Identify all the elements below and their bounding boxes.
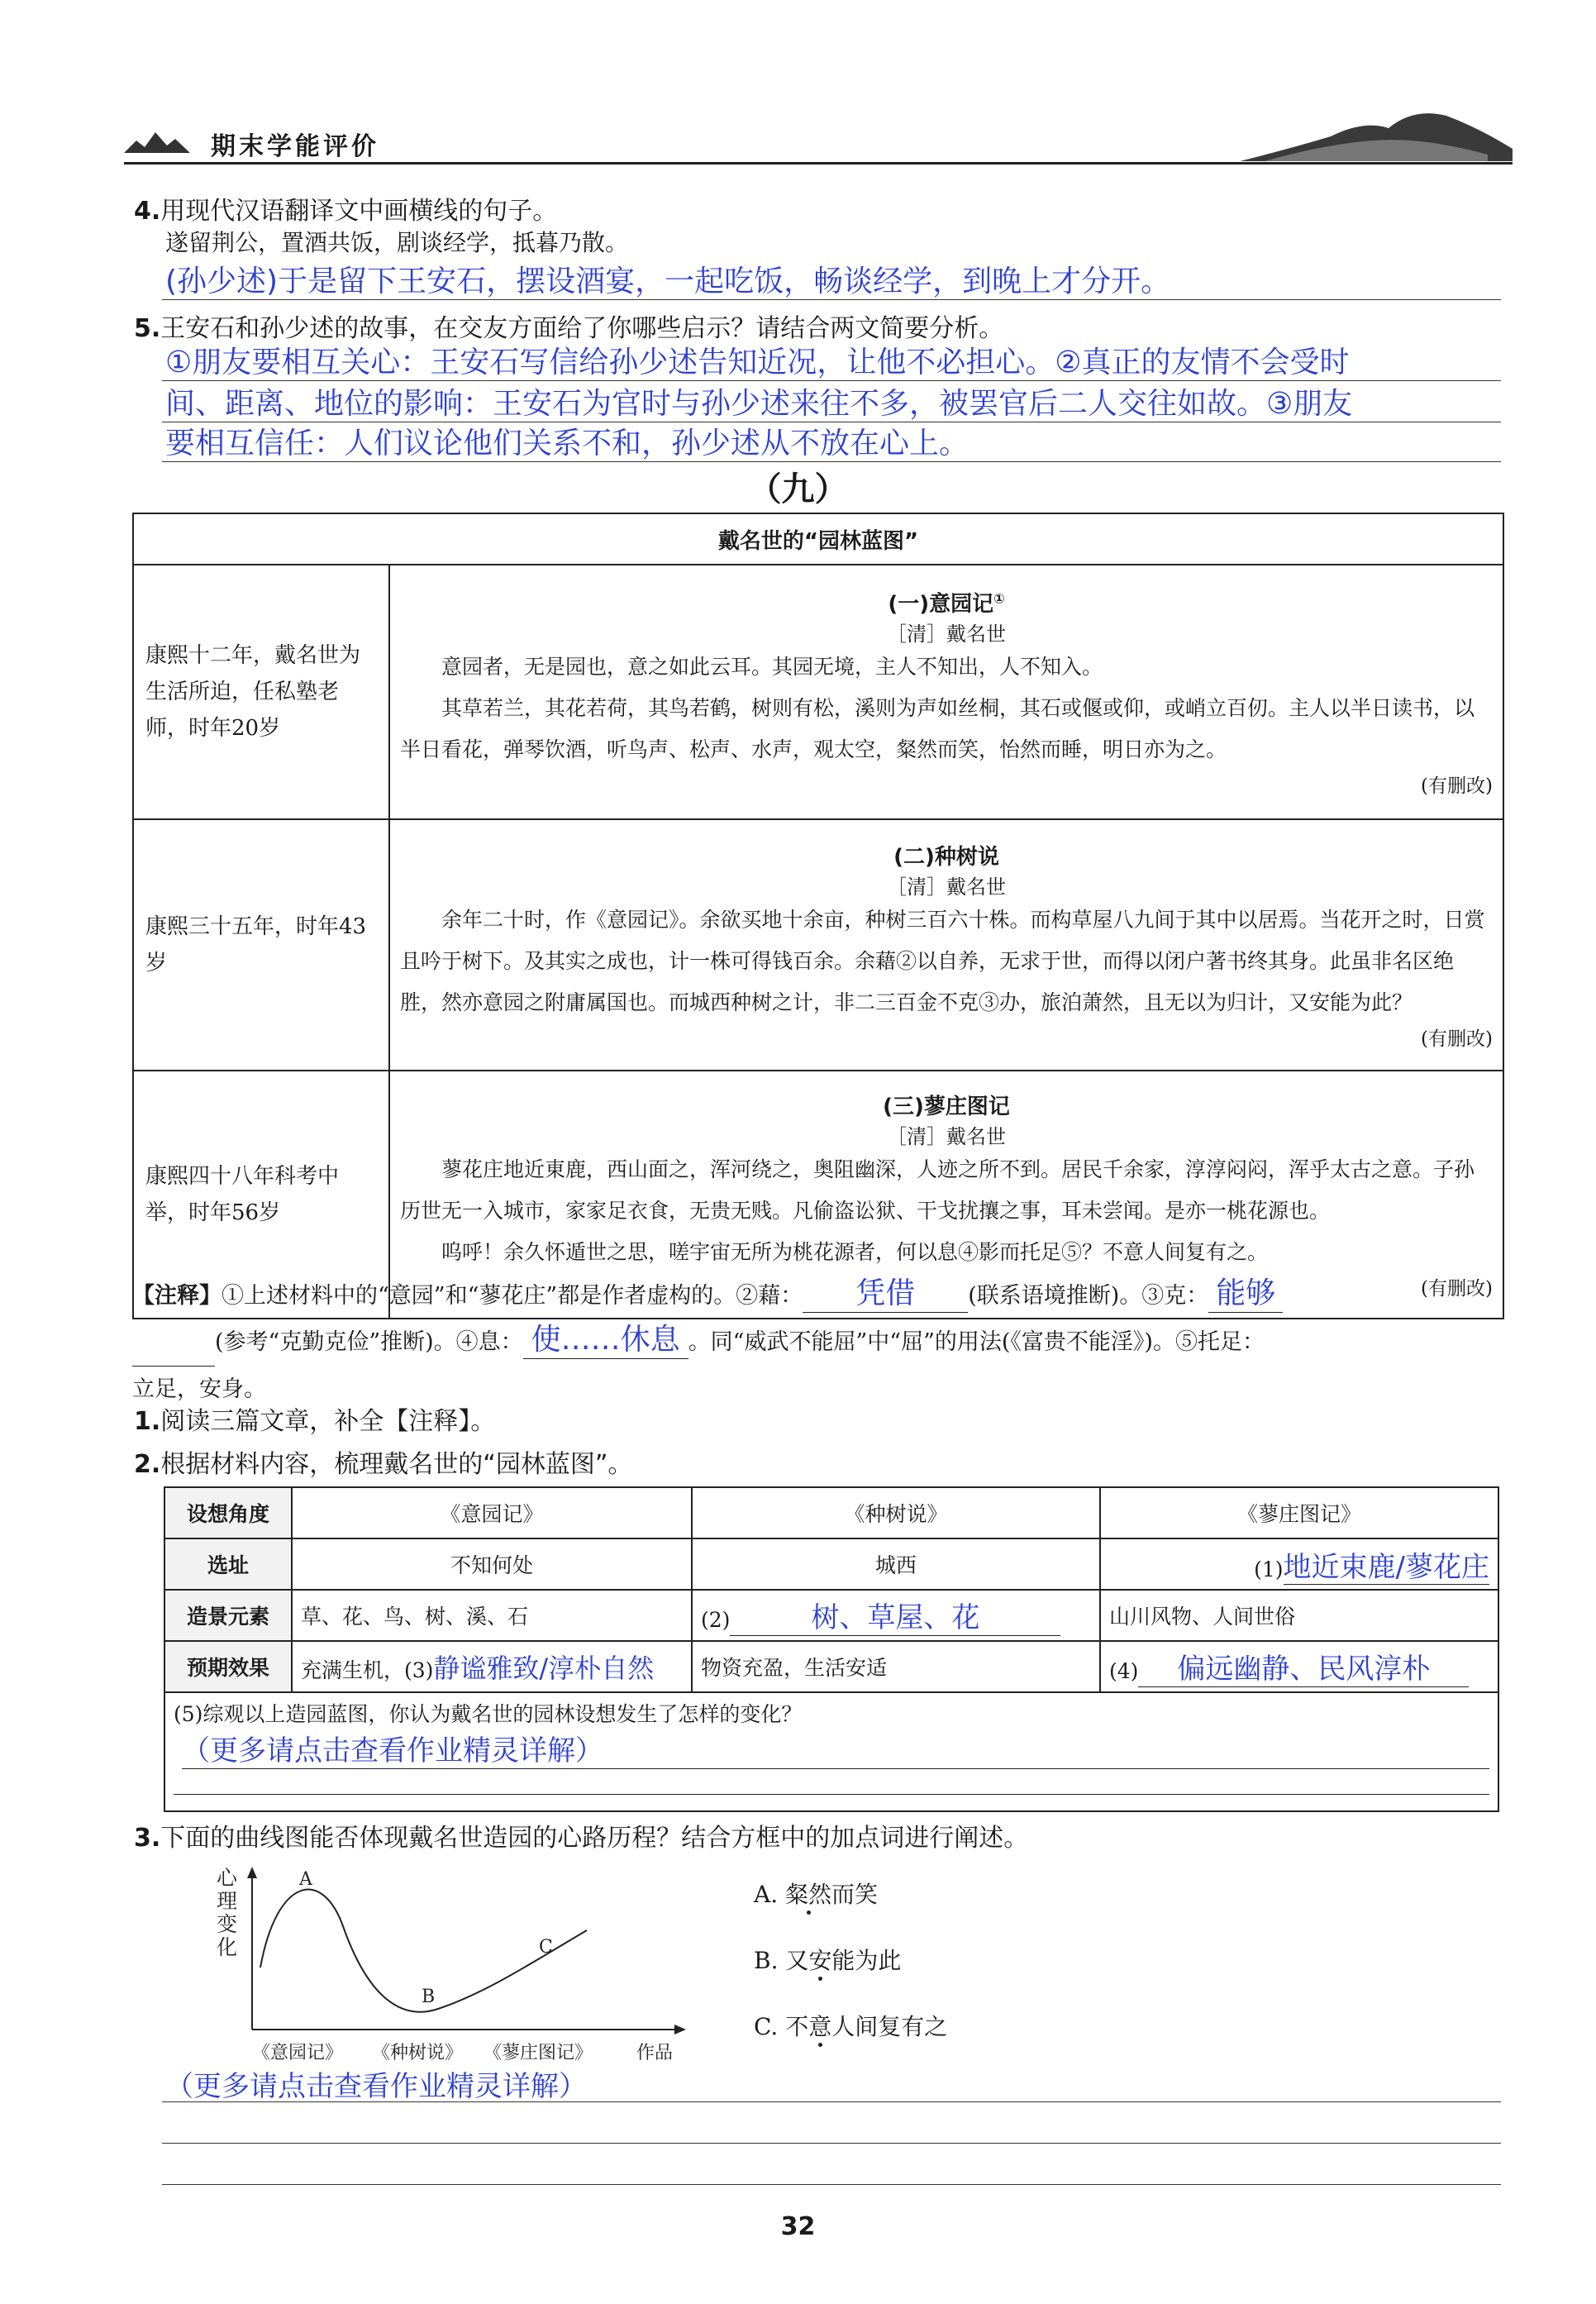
chart-ylabel-3: 化 bbox=[217, 1935, 238, 1959]
q3-option-b-pre: 又 bbox=[785, 1947, 809, 1974]
chart-xlabel-0: 《意园记》 bbox=[252, 2043, 344, 2063]
article-2-note: (有删改) bbox=[1421, 1028, 1493, 1050]
chart-ylabel-1: 理 bbox=[217, 1889, 238, 1913]
article-3-note: (有删改) bbox=[1421, 1277, 1493, 1300]
text-cell-2 bbox=[389, 819, 1503, 1071]
article-author-2: ［清］戴名世 bbox=[887, 875, 1006, 899]
t2-q5-answer: （更多请点击查看作业精灵详解） bbox=[182, 1728, 1489, 1769]
t2-site-liaozhuang bbox=[1100, 1538, 1498, 1590]
t2-elements-liaozhuang: 山川风物、人间世俗 bbox=[1100, 1590, 1498, 1641]
chart-y-arrow-icon bbox=[247, 1867, 257, 1878]
article-1-note: (有删改) bbox=[1421, 775, 1493, 797]
q3-rule-3 bbox=[162, 2184, 1501, 2185]
annotation-text-1: ①上述材料中的“意园”和“蓼花庄”都是作者虚构的。②藉： bbox=[222, 1283, 803, 1309]
article-2-para-1: 余年二十时，作《意园记》。余欲买地十余亩，种树三百六十株。而构草屋八九间于其中以居焉。当花开之时，日赏且吟于树下。及其实之成也，计一株可得钱百余。余藉②以自养，无求于世，而得以闭户著书终其身。此虽非名区绝胜，然亦意园之附庸属国也。而城西种树之计，非二三百金不克③办，旅泊萧然，且无以为归计，又安能为此？ bbox=[400, 907, 1485, 1014]
article-1-para-2: 其草若兰，其花若荷，其鸟若鹤，树则有松，溪则为声如丝桐，其石或偃或仰，或峭立百仞。主人以半日读书，以半日看花，弹琴饮酒，听鸟声、松声、水声，观太空，粲然而笑，怡然而睡，明日亦为之。 bbox=[400, 695, 1475, 761]
annotation-label: 【注释】 bbox=[132, 1283, 222, 1309]
t2-blank-3-answer: 静谧雅致/淳朴自然 bbox=[433, 1653, 655, 1684]
annotation-text-4: 。同“威武不能屈”中“屈”的用法(《富贵不能淫》)。⑤托足： bbox=[688, 1329, 1265, 1355]
annotation-blank-ke-cont bbox=[132, 1319, 215, 1367]
q3-option-c-pre: 不 bbox=[785, 2013, 809, 2040]
article-title-3: (三)蓼庄图记 bbox=[883, 1094, 1010, 1119]
text-cell-1 bbox=[389, 565, 1503, 819]
q3-prompt bbox=[134, 1817, 1028, 1853]
annotation-text-5: 立足，安身。 bbox=[132, 1376, 266, 1402]
t2-elements-yiyuan: 草、花、鸟、树、溪、石 bbox=[292, 1590, 692, 1641]
chart-point-a: A bbox=[299, 1869, 312, 1890]
q3-option-a-label: A. bbox=[754, 1881, 779, 1908]
t2-blank-4-label: (4) bbox=[1109, 1659, 1139, 1683]
t2-blank-4-answer: 偏远幽静、民风淳朴 bbox=[1138, 1646, 1469, 1687]
annotation-answer-ji: 凭借 bbox=[803, 1276, 968, 1313]
article-1-para-1: 意园者，无是园也，意之如此云耳。其园无境，主人不知出，人不知入。 bbox=[441, 654, 1103, 679]
t2-header-liaozhuang: 《蓼庄图记》 bbox=[1100, 1487, 1498, 1538]
q3-option-b-label: B. bbox=[754, 1947, 779, 1974]
mountain-decoration-left-icon bbox=[124, 124, 207, 157]
q3-rule-1 bbox=[162, 2101, 1501, 2102]
t2-blank-2-label: (2) bbox=[701, 1608, 731, 1632]
side-note-3: 康熙四十八年科考中举，时年56岁 bbox=[133, 1071, 389, 1319]
t2-effect-yiyuan bbox=[292, 1641, 692, 1692]
chart-ylabel-0: 心 bbox=[217, 1866, 238, 1890]
t2-q5-rule-2 bbox=[174, 1769, 1489, 1795]
q3-option-b-post: 能为此 bbox=[831, 1947, 902, 1974]
article-title-1-text: (一)意园记 bbox=[888, 591, 994, 617]
q3-option-a-dotted: 粲然 bbox=[785, 1881, 832, 1908]
chart-xlabel-2: 《蓼庄图记》 bbox=[484, 2043, 593, 2063]
article-3-para-1: 蓼花庄地近東鹿，西山面之，浑河绕之，奥阻幽深，人迹之所不到。居民千余家，淳淳闷闷，浑乎太古之意。子孙历世无一入城市，家家足衣食，无贵无贱。凡偷盗讼狱、干戈扰攘之事，耳未尝闻。是亦一桃花源也。 bbox=[400, 1157, 1475, 1223]
q5-number: 5. bbox=[134, 314, 161, 343]
q5-answer-line-2: 间、距离、地位的影响：王安石为官时与孙少述来往不多，被罢官后二人交往如故。③朋友 bbox=[165, 387, 1353, 421]
q1-prompt bbox=[134, 1400, 495, 1437]
article-author-1: ［清］戴名世 bbox=[887, 622, 1006, 646]
q3-answer: （更多请点击查看作业精灵详解） bbox=[165, 2070, 587, 2103]
q3-rule-2 bbox=[162, 2143, 1501, 2144]
chart-xaxis-label: 作品 bbox=[636, 2043, 674, 2063]
q3-prompt-text: 下面的曲线图能否体现戴名世造园的心路历程？结合方框中的加点词进行阐述。 bbox=[160, 1824, 1029, 1853]
main-table-title: 戴名世的“园林蓝图” bbox=[133, 513, 1503, 565]
q3-option-c-post: 人间复有之 bbox=[831, 2013, 948, 2040]
annotation-text-2: (联系语境推断)。③克： bbox=[968, 1283, 1209, 1309]
side-note-2: 康熙三十五年，时年43岁 bbox=[133, 819, 389, 1071]
annotation-answer-xi: 使……休息 bbox=[523, 1322, 688, 1359]
header-title: 期末学能评价 bbox=[211, 132, 379, 161]
q3-option-b-dotted: 安 bbox=[808, 1947, 832, 1974]
t2-blank-3-label: 充满生机，(3) bbox=[301, 1658, 434, 1682]
garden-blueprint-table bbox=[132, 513, 1504, 1319]
t2-row-effect-label: 预期效果 bbox=[164, 1641, 292, 1692]
q3-option-c-dotted: 意 bbox=[808, 2013, 832, 2040]
article-title-1 bbox=[400, 587, 1493, 618]
t2-site-yiyuan: 不知何处 bbox=[292, 1538, 692, 1590]
q1-prompt-text: 阅读三篇文章，补全【注释】。 bbox=[160, 1407, 496, 1436]
article-title-1-sup: ① bbox=[993, 589, 1005, 606]
header bbox=[124, 124, 1513, 174]
t2-elements-zhongshu bbox=[692, 1590, 1100, 1641]
t2-q5-cell bbox=[164, 1692, 1498, 1811]
q5-prompt-text: 王安石和孙少述的故事，在交友方面给了你哪些启示？请结合两文简要分析。 bbox=[160, 314, 1004, 343]
q2-prompt bbox=[134, 1443, 632, 1480]
q2-prompt-text: 根据材料内容，梳理戴名世的“园林蓝图”。 bbox=[160, 1450, 633, 1479]
q3-number: 3. bbox=[134, 1824, 161, 1853]
q5-answer-line-3: 要相互信任：人们议论他们关系不和，孙少述从不放在心上。 bbox=[165, 427, 970, 460]
annotation-block bbox=[132, 1273, 1506, 1413]
t2-blank-2-answer: 树、草屋、花 bbox=[730, 1595, 1060, 1636]
mind-journey-chart bbox=[165, 1860, 711, 2067]
q1-number: 1. bbox=[134, 1407, 161, 1436]
q3-option-c-label: C. bbox=[754, 2013, 779, 2040]
q2-number: 2. bbox=[134, 1450, 161, 1479]
section-title: （九） bbox=[748, 470, 848, 508]
t2-effect-zhongshu: 物资充盈，生活安适 bbox=[692, 1641, 1100, 1692]
chart-point-c: C bbox=[539, 1937, 553, 1958]
q5-rule-3 bbox=[162, 461, 1501, 462]
q4-answer: (孙少述)于是留下王安石，摆设酒宴，一起吃饭，畅谈经学，到晚上才分开。 bbox=[165, 265, 1171, 298]
q4-prompt-text: 用现代汉语翻译文中画横线的句子。 bbox=[160, 197, 558, 226]
side-note-1: 康熙十二年，戴名世为生活所迫，任私塾老师，时年20岁 bbox=[133, 565, 389, 819]
article-3-para-2: 呜呼！余久怀遁世之思，嗟宇宙无所为桃花源者，何以息④影而托足⑤？不意人间复有之。 bbox=[441, 1239, 1269, 1264]
t2-header-zhongshu: 《种树说》 bbox=[692, 1487, 1100, 1538]
q4-answer-line bbox=[162, 299, 1501, 300]
annotation-answer-ke: 能够 bbox=[1208, 1276, 1283, 1313]
q5-answer-line-1: ①朋友要相互关心：王安石写信给孙少述告知近况，让他不必担心。②真正的友情不会受时 bbox=[165, 346, 1350, 379]
header-rule bbox=[124, 162, 1513, 165]
t2-q5-prompt: (5)综观以上造园蓝图，你认为戴名世的园林设想发生了怎样的变化？ bbox=[174, 1702, 803, 1726]
t2-blank-1-label: (1) bbox=[1254, 1557, 1284, 1581]
q3-option-b bbox=[754, 1943, 901, 1976]
t2-effect-liaozhuang bbox=[1100, 1641, 1498, 1692]
q4-number: 4. bbox=[134, 197, 161, 226]
annotation-text-3: (参考“克勤克俭”推断)。④息： bbox=[215, 1329, 523, 1355]
blueprint-summary-table bbox=[164, 1486, 1499, 1812]
article-author-3: ［清］戴名世 bbox=[887, 1124, 1006, 1148]
q4-prompt bbox=[134, 190, 557, 227]
chart-point-b: B bbox=[422, 1987, 436, 2007]
q4-sentence: 遂留荆公，置酒共饭，剧谈经学，抵暮乃散。 bbox=[165, 229, 629, 256]
t2-row-elements-label: 造景元素 bbox=[164, 1590, 292, 1641]
q3-option-a bbox=[754, 1877, 878, 1910]
t2-header-angle: 设想角度 bbox=[164, 1487, 292, 1538]
t2-row-site-label: 选址 bbox=[164, 1538, 292, 1590]
q3-option-a-post: 而笑 bbox=[831, 1881, 879, 1908]
t2-header-yiyuan: 《意园记》 bbox=[292, 1487, 692, 1538]
t2-blank-1-answer: 地近束鹿/蓼花庄 bbox=[1283, 1550, 1489, 1584]
chart-xlabel-1: 《种树说》 bbox=[372, 2043, 464, 2063]
chart-ylabel-2: 变 bbox=[217, 1912, 238, 1936]
article-title-2: (二)种树说 bbox=[893, 844, 999, 870]
chart-x-arrow-icon bbox=[674, 2025, 686, 2034]
q3-option-c bbox=[754, 2009, 947, 2042]
t2-site-zhongshu: 城西 bbox=[692, 1538, 1100, 1590]
mountain-decoration-right-icon bbox=[1240, 103, 1513, 161]
page-number: 32 bbox=[780, 2212, 816, 2241]
